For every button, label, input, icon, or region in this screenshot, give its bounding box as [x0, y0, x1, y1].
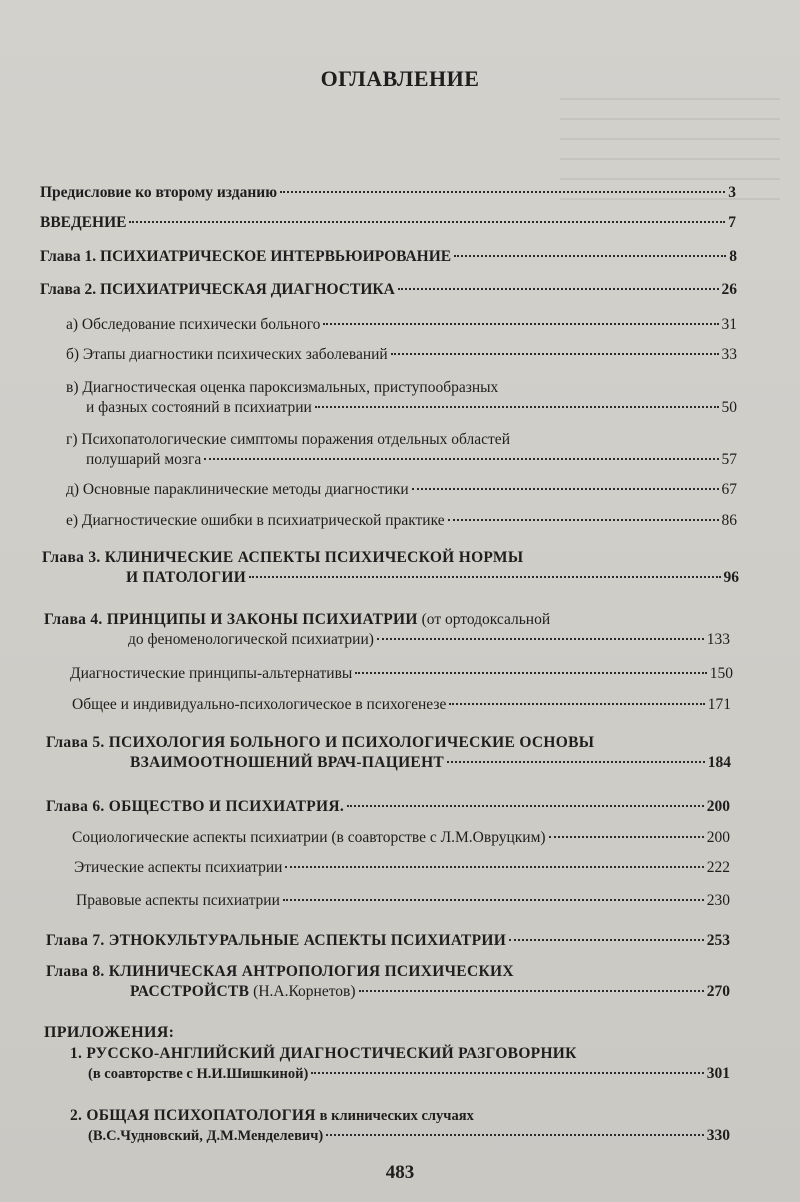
leader-dots: [326, 1134, 703, 1136]
toc-entry-4b: [72, 695, 731, 715]
leader-dots: [509, 939, 704, 941]
leader-dots: [249, 576, 720, 578]
toc-line-1: [44, 610, 730, 630]
leader-dots: [412, 488, 719, 490]
page-title: ОГЛАВЛЕНИЕ: [320, 66, 480, 91]
toc-entry-appendix-1: [70, 1044, 730, 1084]
toc-label-line-1: Глава 3. КЛИНИЧЕСКИЕ АСПЕКТЫ ПСИХИЧЕСКОЙ НОРМЫ: [42, 549, 524, 566]
toc-page: 133: [706, 631, 730, 648]
leader-dots: [398, 288, 719, 290]
toc-page: 184: [707, 754, 731, 771]
toc-page: 330: [706, 1127, 730, 1144]
toc-label: Глава 7. ЭТНОКУЛЬТУРАЛЬНЫЕ АСПЕКТЫ ПСИХИАТРИИ: [46, 932, 507, 949]
toc-entry-intro: [40, 213, 736, 233]
toc-label: е) Диагностические ошибки в психиатрической практике: [66, 512, 445, 529]
page-number: 483: [385, 1162, 415, 1183]
toc-page: 301: [706, 1065, 730, 1082]
toc-label-line-1-rest: в клинических случаях: [319, 1108, 474, 1124]
leader-dots: [391, 353, 719, 355]
toc-entry-2g: [66, 430, 737, 470]
toc-entry-chapter-1: [40, 247, 737, 267]
leader-dots: [315, 406, 719, 408]
toc-line-1: [70, 1106, 730, 1126]
leader-dots: [280, 191, 725, 193]
toc-line-2: [46, 753, 731, 773]
toc-line-2: [70, 1126, 730, 1146]
toc-label-line-2-rest: (Н.А.Корнетов): [253, 983, 356, 1000]
toc-page: 200: [706, 798, 730, 815]
toc-label-line-2: (в соавторстве с Н.И.Шишкиной): [88, 1066, 309, 1082]
toc-page: 253: [706, 932, 730, 949]
toc-line-2: [66, 398, 737, 418]
toc-entry-chapter-4: [44, 610, 730, 650]
toc-entry-4a: [70, 664, 733, 684]
toc-line-2: [46, 982, 730, 1002]
leader-dots: [311, 1072, 703, 1074]
toc-entry-chapter-7: [46, 931, 730, 951]
toc-label: Предисловие ко второму изданию: [40, 184, 278, 201]
toc-label-line-2-group: [130, 982, 356, 1002]
toc-page: 200: [706, 829, 730, 846]
leader-dots: [355, 672, 706, 674]
toc-label-line-1: 2. ОБЩАЯ ПСИХОПАТОЛОГИЯ: [70, 1107, 316, 1124]
toc-page: 150: [709, 665, 733, 682]
toc-page: 96: [723, 569, 739, 586]
leader-dots: [454, 255, 726, 257]
toc-entry-2v: [66, 378, 737, 418]
toc-label-line-2: до феноменологической психиатрии): [128, 631, 374, 648]
toc-label: б) Этапы диагностики психических заболеваний: [66, 346, 388, 363]
leader-dots: [129, 221, 725, 223]
toc-label: ВВЕДЕНИЕ: [40, 214, 127, 231]
toc-entry-2d: [66, 480, 737, 500]
toc-line-2: [44, 630, 730, 650]
toc-page: 8: [729, 248, 737, 265]
toc-label: Диагностические принципы-альтернативы: [70, 665, 353, 682]
toc-label-line-2: РАССТРОЙСТВ: [130, 983, 250, 1000]
toc-label-line-2: и фазных состояний в психиатрии: [86, 399, 312, 416]
toc-entry-6b: [74, 858, 730, 878]
leader-dots: [549, 836, 704, 838]
toc-page: 33: [721, 346, 737, 363]
toc-label-line-1: 1. РУССКО-АНГЛИЙСКИЙ ДИАГНОСТИЧЕСКИЙ РАЗГОВОРНИК: [70, 1045, 577, 1062]
toc-label-line-1: Глава 4. ПРИНЦИПЫ И ЗАКОНЫ ПСИХИАТРИИ: [44, 611, 418, 628]
toc-page: 26: [721, 281, 737, 298]
toc-label-line-1: Глава 8. КЛИНИЧЕСКАЯ АНТРОПОЛОГИЯ ПСИХИЧЕСКИХ: [46, 963, 514, 980]
toc-label-line-2: полушарий мозга: [86, 451, 202, 468]
toc-label: Глава 2. ПСИХИАТРИЧЕСКАЯ ДИАГНОСТИКА: [40, 281, 395, 298]
leader-dots: [285, 866, 703, 868]
toc-label-line-2: И ПАТОЛОГИИ: [126, 569, 247, 586]
toc-entry-chapter-2: [40, 280, 737, 300]
toc-page: 67: [721, 481, 737, 498]
toc-label: Социологические аспекты психиатрии (в соавторстве с Л.М.Овруцким): [72, 829, 546, 846]
toc-page: 230: [706, 892, 730, 909]
toc-page: 57: [721, 451, 737, 468]
leader-dots: [447, 761, 705, 763]
appendices-heading: ПРИЛОЖЕНИЯ:: [44, 1024, 175, 1041]
bleed-through-text: [560, 80, 780, 200]
toc-label: д) Основные параклинические методы диагностики: [66, 481, 409, 498]
leader-dots: [448, 519, 719, 521]
toc-page: 3: [728, 184, 736, 201]
toc-entry-chapter-3: [42, 548, 739, 588]
leader-dots: [283, 899, 704, 901]
toc-page: 270: [706, 983, 730, 1000]
toc-page: 7: [728, 214, 736, 231]
toc-entry-preface: [40, 183, 736, 203]
toc-page: 86: [721, 512, 737, 529]
leader-dots: [449, 703, 704, 705]
toc-label-line-1: Глава 5. ПСИХОЛОГИЯ БОЛЬНОГО И ПСИХОЛОГИЧЕСКИЕ ОСНОВЫ: [46, 734, 595, 751]
toc-label-line-1: в) Диагностическая оценка пароксизмальных, приступообразных: [66, 379, 499, 396]
toc-label: Глава 6. ОБЩЕСТВО И ПСИХИАТРИЯ.: [46, 798, 345, 815]
leader-dots: [204, 458, 718, 460]
toc-line-2: [42, 568, 739, 588]
toc-entry-2a: [66, 315, 737, 335]
toc-label-line-2: ВЗАИМООТНОШЕНИЙ ВРАЧ-ПАЦИЕНТ: [130, 754, 445, 771]
toc-label-line-1: г) Психопатологические симптомы поражения отдельных областей: [66, 431, 510, 448]
leader-dots: [377, 638, 704, 640]
leader-dots: [323, 323, 718, 325]
toc-line-2: [66, 450, 737, 470]
toc-entry-chapter-8: [46, 962, 730, 1002]
toc-line-2: [70, 1064, 730, 1084]
toc-label: Глава 1. ПСИХИАТРИЧЕСКОЕ ИНТЕРВЬЮИРОВАНИЕ: [40, 248, 452, 265]
toc-entry-2e: [66, 511, 737, 531]
toc-label-line-1-rest: (от ортодоксальной: [421, 611, 551, 628]
leader-dots: [347, 805, 704, 807]
toc-entry-6a: [72, 828, 730, 848]
leader-dots: [359, 990, 704, 992]
toc-label: Этические аспекты психиатрии: [74, 859, 283, 876]
toc-label: Общее и индивидуально-психологическое в психогенезе: [72, 696, 447, 713]
toc-entry-2b: [66, 345, 737, 365]
toc-label: Правовые аспекты психиатрии: [76, 892, 280, 909]
toc-label: а) Обследование психически больного: [66, 316, 321, 333]
toc-page: 50: [721, 399, 737, 416]
toc-entry-appendix-2: [70, 1106, 730, 1146]
toc-page: 171: [707, 696, 731, 713]
toc-entry-chapter-5: [46, 733, 731, 773]
toc-page: 222: [706, 859, 730, 876]
toc-page: 31: [721, 316, 737, 333]
toc-entry-6c: [76, 891, 730, 911]
toc-label-line-2: (В.С.Чудновский, Д.М.Менделевич): [88, 1128, 324, 1144]
toc-entry-chapter-6: [46, 797, 730, 817]
